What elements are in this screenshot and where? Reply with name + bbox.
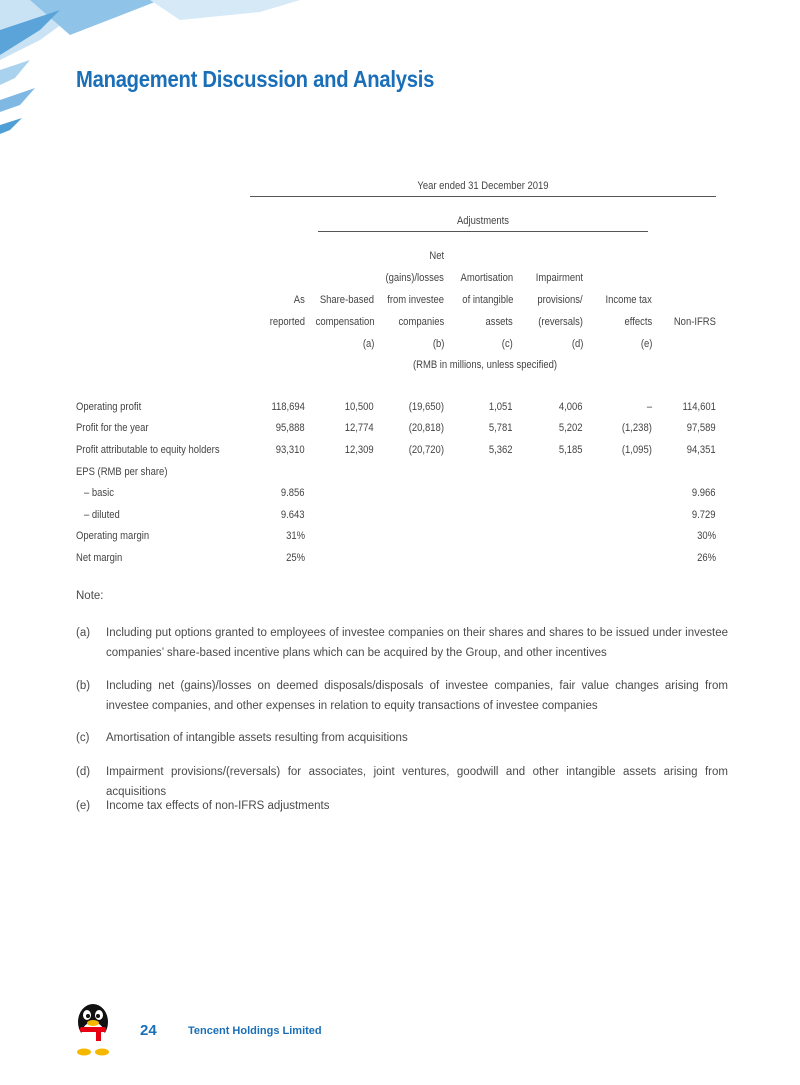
page-number: 24: [140, 1022, 157, 1039]
row-label: Profit for the year: [76, 422, 149, 434]
row-label: Net margin: [76, 552, 123, 564]
table-cell: 5,202: [559, 422, 583, 434]
table-cell: 9.643: [281, 509, 305, 521]
table-cell: 93,310: [276, 444, 305, 456]
row-label: Operating margin: [76, 530, 150, 542]
table-cell: 31%: [286, 530, 305, 542]
row-label: – diluted: [84, 509, 120, 521]
column-ref: (e): [640, 338, 652, 350]
column-header-line: Impairment: [535, 272, 583, 284]
column-header-line: Amortisation: [460, 272, 513, 284]
adjustments-rule: [318, 231, 648, 232]
table-cell: 5,185: [559, 444, 583, 456]
note-label: (d): [76, 766, 91, 778]
period-heading: Year ended 31 December 2019: [417, 180, 549, 192]
penguin-logo-icon: [72, 1000, 114, 1056]
table-cell: (1,095): [622, 444, 652, 456]
unit-note: (RMB in millions, unless specified): [412, 359, 558, 371]
column-header-line: (gains)/losses: [385, 272, 444, 284]
table-cell: (19,650): [408, 401, 444, 413]
column-header-line: companies: [398, 316, 444, 328]
table-cell: 26%: [697, 552, 716, 564]
table-cell: 9.856: [281, 487, 305, 499]
table-cell: 12,309: [345, 444, 374, 456]
column-ref: (d): [571, 338, 583, 350]
table-cell: 12,774: [345, 422, 374, 434]
table-cell: 95,888: [276, 422, 305, 434]
column-header-line: Income tax: [605, 294, 652, 306]
column-header-line: As: [293, 294, 305, 306]
note-label: (a): [76, 627, 91, 639]
column-header-line: Net: [429, 250, 444, 262]
table-cell: 10,500: [345, 401, 374, 413]
note-text: Including put options granted to employees of investee companies on their shares and shares to be issued under investee companies’ share-based incentive plans which can be acquired by the Group, and other incentives: [106, 627, 728, 659]
table-cell: 114,601: [682, 401, 716, 413]
column-header-line: compensation: [315, 316, 374, 328]
note-label: (b): [76, 680, 91, 692]
table-cell: 9.729: [692, 509, 716, 521]
table-cell: 97,589: [687, 422, 716, 434]
table-cell: –: [646, 401, 652, 413]
table-cell: (1,238): [622, 422, 652, 434]
page-title: Management Discussion and Analysis: [76, 66, 435, 92]
row-label: Profit attributable to equity holders: [76, 444, 220, 456]
note-label: (e): [76, 800, 91, 812]
notes-heading: Note:: [76, 590, 104, 602]
row-label: EPS (RMB per share): [76, 466, 168, 478]
note-text: Income tax effects of non-IFRS adjustments: [106, 800, 330, 812]
row-label: – basic: [84, 487, 114, 499]
table-cell: 1,051: [489, 401, 513, 413]
column-header-line: effects: [624, 316, 652, 328]
row-label: Operating profit: [76, 401, 142, 413]
column-header-line: Non-IFRS: [673, 316, 716, 328]
adjustments-heading: Adjustments: [456, 215, 510, 227]
column-header-line: assets: [485, 316, 513, 328]
column-ref: (c): [501, 338, 513, 350]
column-header-line: (reversals): [538, 316, 583, 328]
table-cell: 94,351: [687, 444, 716, 456]
company-name: Tencent Holdings Limited: [188, 1025, 322, 1037]
note-label: (c): [76, 732, 90, 744]
column-ref: (a): [362, 338, 374, 350]
table-cell: 4,006: [559, 401, 583, 413]
period-rule: [250, 196, 716, 197]
column-header-line: from investee: [387, 294, 444, 306]
table-cell: 5,362: [489, 444, 513, 456]
table-cell: (20,720): [408, 444, 444, 456]
table-cell: 30%: [697, 530, 716, 542]
table-cell: 118,694: [271, 401, 305, 413]
column-header-line: of intangible: [461, 294, 513, 306]
column-header-line: Share-based: [319, 294, 374, 306]
note-text: Impairment provisions/(reversals) for associates, joint ventures, goodwill and other intangible assets arising from acquisitions: [106, 766, 728, 798]
column-header-line: reported: [269, 316, 305, 328]
table-cell: 25%: [286, 552, 305, 564]
note-text: Including net (gains)/losses on deemed disposals/disposals of investee companies, fair value changes arising from investee companies, and other expenses in relation to equity transactions of investee companies: [106, 680, 728, 712]
table-cell: 9.966: [692, 487, 716, 499]
table-cell: 5,781: [489, 422, 513, 434]
table-cell: (20,818): [408, 422, 444, 434]
column-ref: (b): [432, 338, 444, 350]
column-header-line: provisions/: [537, 294, 583, 306]
note-text: Amortisation of intangible assets resulting from acquisitions: [106, 732, 408, 744]
